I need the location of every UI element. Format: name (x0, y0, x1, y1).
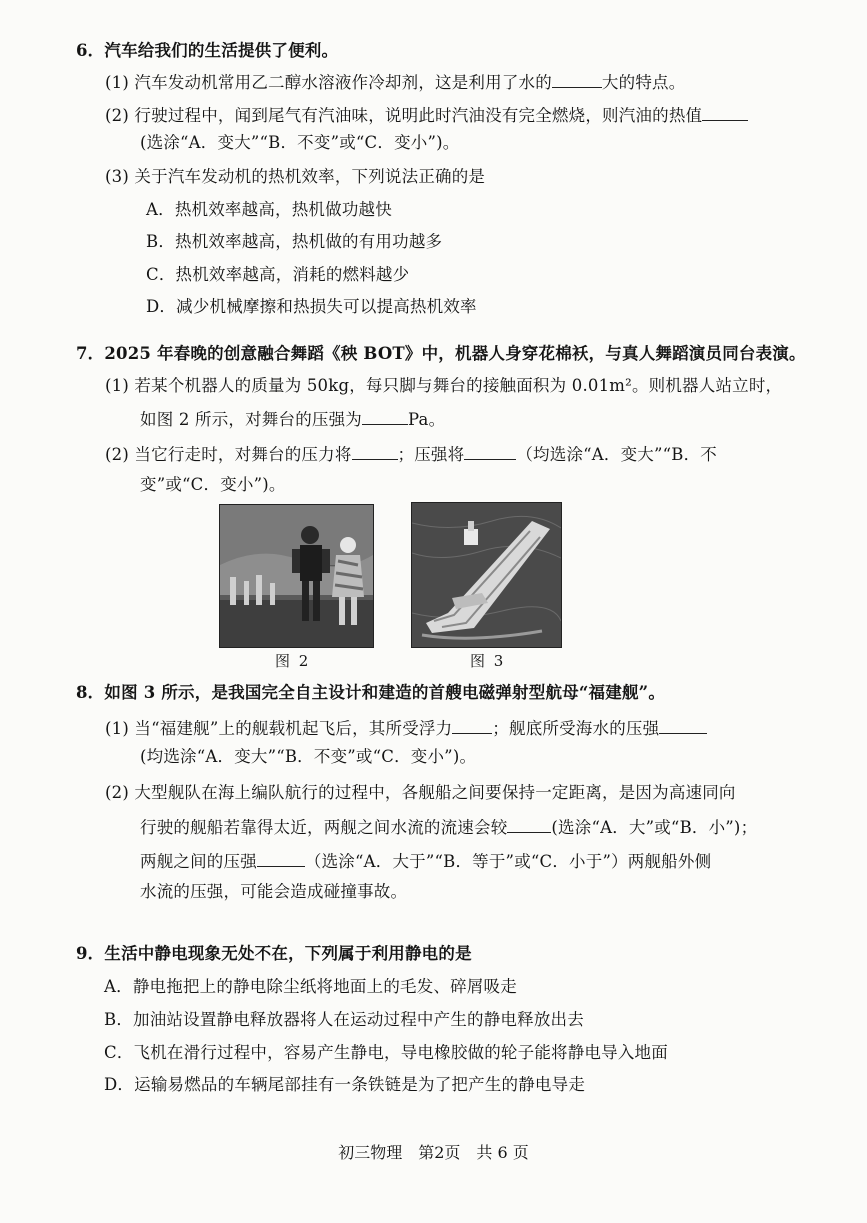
carrier-illustration (412, 503, 561, 647)
answer-blank[interactable] (362, 407, 408, 425)
q8-part1-options: (均选涂“A．变大”“B．不变”或“C．变小”)。 (140, 747, 477, 766)
q9-stem: 9．生活中静电现象无处不在，下列属于利用静电的是 (76, 944, 472, 963)
answer-blank[interactable] (659, 716, 707, 734)
q8-part2-options: (选涂“A．大”或“B．小”)； (551, 818, 758, 837)
q6-part2 (105, 103, 748, 127)
q7-part2-text: (2) 当它行走时，对舞台的压力将 (105, 445, 352, 464)
q8-part2-text: 行驶的舰船若靠得太近，两舰之间水流的流速会较 (140, 818, 508, 837)
q8-part2-compare: （选涂“A．大于”“B．等于”或“C．小于”）两舰船外侧 (304, 852, 712, 871)
q8-part2-line3 (140, 849, 711, 873)
q8-stem: 8．如图 3 所示，是我国完全自主设计和建造的首艘电磁弹射型航母“福建舰”。 (76, 683, 666, 702)
q7-part1-line1: (1) 若某个机器人的质量为 50kg，每只脚与舞台的接触面积为 0.01m²。则机器人站立时， (105, 376, 783, 395)
q6-part1-tail: 大的特点。 (601, 73, 686, 92)
q6-stem: 6．汽车给我们的生活提供了便利。 (76, 41, 339, 60)
q9-option-b[interactable]: B．加油站设置静电释放器将人在运动过程中产生的静电释放出去 (104, 1010, 584, 1029)
figure-3-aircraft-carrier (411, 502, 562, 648)
q9-option-d[interactable]: D．运输易燃品的车辆尾部挂有一条铁链是为了把产生的静电导走 (104, 1075, 586, 1094)
q6-option-c[interactable]: C．热机效率越高，消耗的燃料越少 (146, 265, 410, 284)
q7-stem: 7．2025 年春晚的创意融合舞蹈《秧 BOT》中，机器人身穿花棉袄，与真人舞蹈演员同台表演。 (76, 344, 806, 363)
q6-part3: (3) 关于汽车发动机的热机效率，下列说法正确的是 (105, 167, 486, 186)
q8-part2-pressure: 两舰之间的压强 (140, 852, 257, 871)
page-footer: 初三物理 第2页 共 6 页 (338, 1143, 529, 1162)
q6-part2-text: (2) 行驶过程中，闻到尾气有汽油味，说明此时汽油没有完全燃烧，则汽油的热值 (105, 106, 703, 125)
q8-part2-line1: (2) 大型舰队在海上编队航行的过程中，各舰船之间要保持一定距离，是因为高速同向 (105, 783, 736, 802)
robot-dance-illustration (220, 505, 373, 647)
q8-part1-mid: ；舰底所受海水的压强 (492, 719, 660, 738)
q7-part1-text: 如图 2 所示，对舞台的压强为 (140, 410, 362, 429)
q8-part2-line4: 水流的压强，可能会造成碰撞事故。 (140, 882, 408, 901)
answer-blank[interactable] (507, 815, 551, 833)
q6-part1-text: (1) 汽车发动机常用乙二醇水溶液作冷却剂，这是利用了水的 (105, 73, 552, 92)
q7-part1-line2 (140, 407, 445, 431)
q6-option-b[interactable]: B．热机效率越高，热机做的有用功越多 (146, 232, 443, 251)
q7-part2-line1 (105, 442, 717, 466)
q7-part1-unit: Pa。 (408, 410, 446, 429)
q7-part2-line2: 变”或“C．变小”)。 (140, 475, 286, 494)
q6-part2-options: (选涂“A．变大”“B．不变”或“C．变小”)。 (140, 133, 460, 152)
answer-blank[interactable] (257, 849, 305, 867)
q9-option-c[interactable]: C．飞机在滑行过程中，容易产生静电，导电橡胶做的轮子能将静电导入地面 (104, 1043, 668, 1062)
figure-2-caption: 图 2 (275, 652, 311, 670)
q8-part1-text: (1) 当“福建舰”上的舰载机起飞后，其所受浮力 (105, 719, 453, 738)
q7-part2-tail: （均选涂“A．变大”“B．不 (516, 445, 717, 464)
q8-part2-line2 (140, 815, 757, 839)
q6-part1 (105, 70, 685, 94)
figure-3-caption: 图 3 (470, 652, 506, 670)
q6-option-a[interactable]: A．热机效率越高，热机做功越快 (146, 200, 392, 219)
q8-part1-line1 (105, 716, 707, 740)
answer-blank[interactable] (352, 442, 398, 460)
answer-blank[interactable] (702, 103, 748, 121)
answer-blank[interactable] (452, 716, 492, 734)
answer-blank[interactable] (464, 442, 516, 460)
q6-option-d[interactable]: D．减少机械摩擦和热损失可以提高热机效率 (146, 297, 477, 316)
q9-option-a[interactable]: A．静电拖把上的静电除尘纸将地面上的毛发、碎屑吸走 (104, 977, 517, 996)
figure-2-robot-dancers (219, 504, 374, 648)
q7-part2-mid: ；压强将 (397, 445, 465, 464)
answer-blank[interactable] (552, 70, 602, 88)
